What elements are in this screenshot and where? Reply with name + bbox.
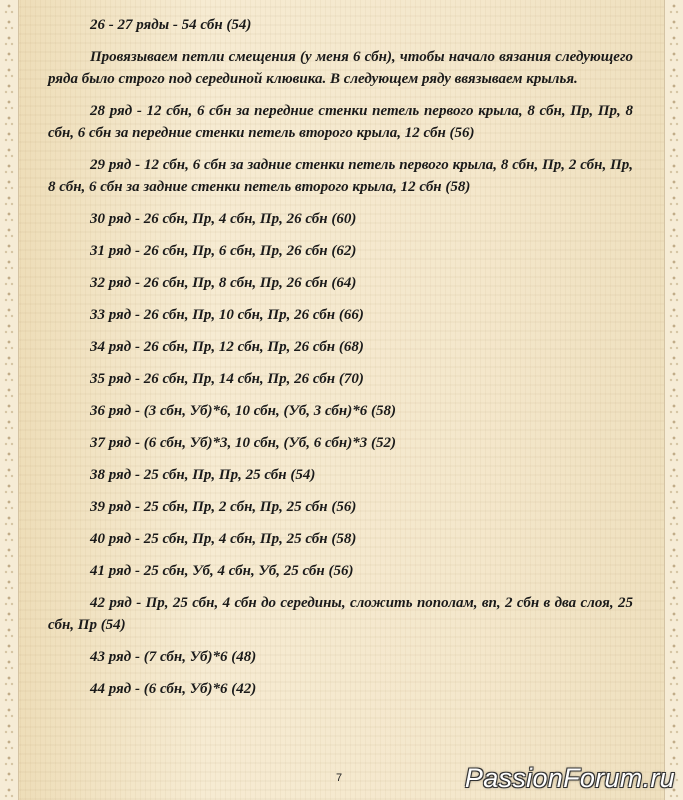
right-decorative-border [664,0,683,800]
page-number: 7 [336,772,343,784]
paragraph-row-39: 39 ряд - 25 сбн, Пр, 2 сбн, Пр, 25 сбн (56) [90,499,357,515]
paragraph-row-34: 34 ряд - 26 сбн, Пр, 12 сбн, Пр, 26 сбн (68) [90,339,364,355]
paragraph-shift-note: Провязываем петли смещения (у меня 6 сбн), чтобы начало вязания следующего ряда было строго под серединой клювика. В следующем ряду ввязываем крылья. [48,49,633,87]
left-decorative-border [0,0,19,800]
paragraph-row-38: 38 ряд - 25 сбн, Пр, Пр, 25 сбн (54) [90,467,316,483]
paragraph-row-37: 37 ряд - (6 сбн, Уб)*3, 10 сбн, (Уб, 6 сбн)*3 (52) [90,435,396,451]
paragraph-row-28: 28 ряд - 12 сбн, 6 сбн за передние стенки петель первого крыла, 8 сбн, Пр, Пр, 8 сбн, 6 сбн за передние стенки петель второго крыла, 12 сбн (56) [48,103,633,141]
paragraph-row-33: 33 ряд - 26 сбн, Пр, 10 сбн, Пр, 26 сбн (66) [90,307,364,323]
paragraph-row-44: 44 ряд - (6 сбн, Уб)*6 (42) [90,681,257,697]
paragraph-row-43: 43 ряд - (7 сбн, Уб)*6 (48) [90,649,257,665]
paragraph-row-31: 31 ряд - 26 сбн, Пр, 6 сбн, Пр, 26 сбн (62) [90,243,357,259]
paragraph-row-30: 30 ряд - 26 сбн, Пр, 4 сбн, Пр, 26 сбн (60) [90,211,357,227]
paragraph-row-40: 40 ряд - 25 сбн, Пр, 4 сбн, Пр, 25 сбн (58) [90,531,357,547]
paragraph-row-41: 41 ряд - 25 сбн, Уб, 4 сбн, Уб, 25 сбн (56) [90,563,354,579]
pattern-text [48,14,633,710]
paragraph-rows-26-27: 26 - 27 ряды - 54 сбн (54) [90,17,252,33]
paragraph-row-42: 42 ряд - Пр, 25 сбн, 4 сбн до середины, сложить пополам, вп, 2 сбн в два слоя, 25 сбн, Пр (54) [48,595,633,633]
paragraph-row-29: 29 ряд - 12 сбн, 6 сбн за задние стенки петель первого крыла, 8 сбн, Пр, 2 сбн, Пр, 8 сбн, 6 сбн за задние стенки петель второго крыла, 12 сбн (58) [48,157,633,195]
paragraph-row-36: 36 ряд - (3 сбн, Уб)*6, 10 сбн, (Уб, 3 сбн)*6 (58) [90,403,396,419]
paragraph-row-35: 35 ряд - 26 сбн, Пр, 14 сбн, Пр, 26 сбн (70) [90,371,364,387]
site-watermark: PassionForum.ru [464,763,675,793]
paragraph-row-32: 32 ряд - 26 сбн, Пр, 8 сбн, Пр, 26 сбн (64) [90,275,357,291]
